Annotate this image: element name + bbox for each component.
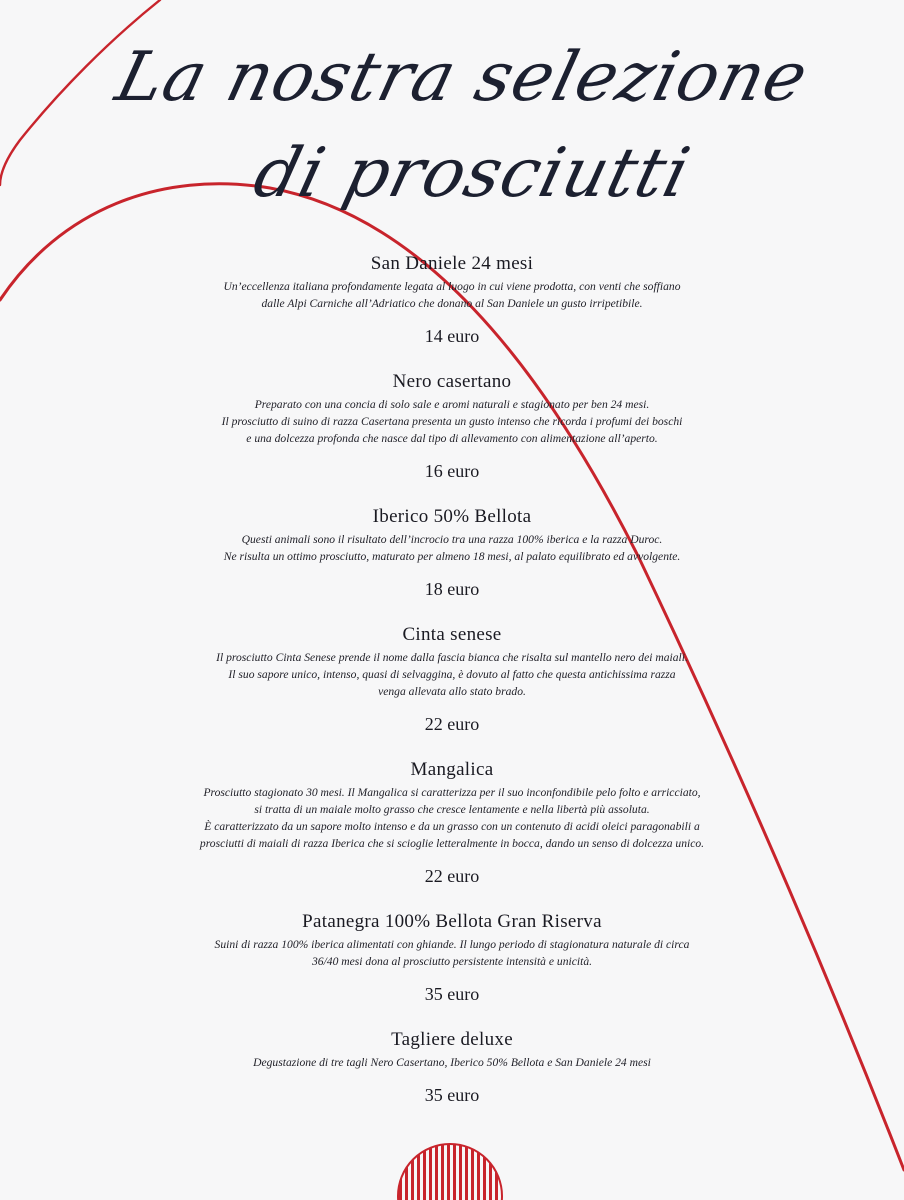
item-description: Prosciutto stagionato 30 mesi. Il Mangalica si caratterizza per il suo inconfondibile pelo folto e arricciato, si tratta di un maiale molto grasso che cresce lentamente e nella libertà più assoluta. È caratterizzato da un sapore molto intenso e da un grasso con un contenuto di acidi oleici paragonabili a prosciutti di maiali di razza Iberica che si scioglie letteralmente in bocca, dando un senso di dolcezza unico. — [199, 786, 705, 850]
item-description: Il prosciutto Cinta Senese prende il nome dalla fascia bianca che risalta sul mantello nero dei maiali. Il suo sapore unico, intenso, quasi di selvaggina, è dovuto al fatto che questa antichissima razza venga allevata allo stato brado. — [216, 651, 688, 698]
item-price: 22 euro — [424, 714, 480, 734]
item-name: Tagliere deluxe — [391, 1029, 513, 1050]
menu-item — [150, 252, 754, 348]
item-name: Cinta senese — [402, 624, 502, 645]
item-price: 22 euro — [424, 866, 480, 886]
item-description: Un’eccellenza italiana profondamente legata al luogo in cui viene prodotta, con venti che soffiano dalle Alpi Carniche all’Adriatico che donano al San Daniele un gusto irripetibile. — [223, 280, 681, 310]
item-name: Patanegra 100% Bellota Gran Riserva — [302, 911, 602, 932]
item-price: 18 euro — [424, 579, 480, 599]
item-name: Mangalica — [410, 759, 494, 780]
item-description: Suini di razza 100% iberica alimentati con ghiande. Il lungo periodo di stagionatura naturale di circa 36/40 mesi dona al prosciutto persistente intensità e unicità. — [214, 938, 690, 968]
item-name: Iberico 50% Bellota — [372, 506, 532, 527]
striped-circle-logo — [395, 1138, 505, 1200]
menu-list — [150, 252, 754, 1107]
item-price: 16 euro — [424, 461, 480, 481]
item-description: Questi animali sono il risultato dell’incrocio tra una razza 100% iberica e la razza Duroc. Ne risulta un ottimo prosciutto, maturato per almeno 18 mesi, al palato equilibrato ed avvolgente. — [223, 533, 681, 563]
menu-title-line1: La nostra selezione — [108, 38, 816, 117]
menu-title-line2: di prosciutti — [246, 134, 698, 213]
menu-item — [150, 623, 754, 736]
menu-item — [150, 1028, 754, 1107]
item-name: Nero casertano — [392, 371, 512, 392]
item-name: San Daniele 24 mesi — [370, 253, 534, 274]
item-price: 14 euro — [424, 326, 480, 346]
item-price: 35 euro — [424, 1085, 480, 1105]
menu-item — [150, 370, 754, 483]
item-description: Degustazione di tre tagli Nero Casertano, Iberico 50% Bellota e San Daniele 24 mesi — [253, 1056, 651, 1069]
menu-item — [150, 758, 754, 888]
item-description: Preparato con una concia di solo sale e aromi naturali e stagionato per ben 24 mesi. Il prosciutto di suino di razza Casertana presenta un gusto intenso che ricorda i profumi dei boschi e una dolcezza profonda che nasce dal tipo di allevamento con alimentazione all’aperto. — [221, 398, 683, 445]
menu-item — [150, 910, 754, 1006]
menu-item — [150, 505, 754, 601]
item-price: 35 euro — [424, 984, 480, 1004]
